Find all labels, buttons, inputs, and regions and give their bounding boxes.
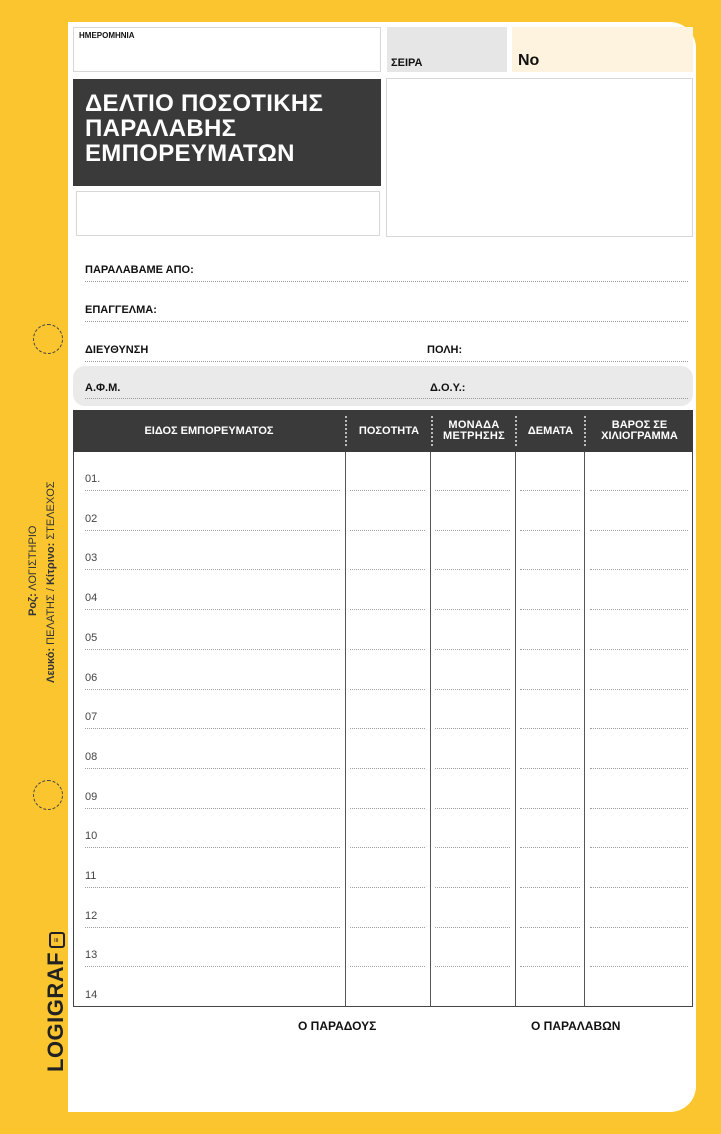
- vat-label: Α.Φ.Μ.: [85, 382, 121, 394]
- table-cell-line[interactable]: [350, 927, 425, 928]
- table-cell-line[interactable]: [590, 530, 688, 531]
- col-divider: [584, 452, 585, 1007]
- table-cell-line[interactable]: [435, 490, 510, 491]
- table-cell-line[interactable]: [435, 649, 510, 650]
- address-label: ΔΙΕΥΘΥΝΣΗ: [85, 344, 149, 356]
- row-number: 14: [85, 989, 98, 1002]
- row-number: 05: [85, 631, 98, 644]
- profession-line[interactable]: [85, 321, 688, 322]
- binder-hole-top: [33, 324, 63, 354]
- title-sub-box[interactable]: [76, 191, 380, 236]
- row-number: 13: [85, 949, 98, 962]
- table-cell-line[interactable]: [520, 728, 580, 729]
- table-cell-line[interactable]: [590, 847, 688, 848]
- row-number: 08: [85, 750, 98, 763]
- table-cell-line[interactable]: [85, 609, 340, 610]
- row-number: 03: [85, 552, 98, 565]
- table-cell-line[interactable]: [85, 569, 340, 570]
- table-cell-line[interactable]: [350, 649, 425, 650]
- col-unit-header: [433, 410, 515, 452]
- white-copy-label: Λευκό:: [45, 647, 57, 683]
- city-label: ΠΟΛΗ:: [427, 344, 463, 356]
- table-cell-line[interactable]: [435, 768, 510, 769]
- date-label: ΗΜΕΡΟΜΗΝΙΑ: [79, 31, 135, 40]
- table-cell-line[interactable]: [435, 728, 510, 729]
- table-cell-line[interactable]: [435, 966, 510, 967]
- row-number: 11: [85, 870, 97, 882]
- table-cell-line[interactable]: [520, 609, 580, 610]
- table-cell-line[interactable]: [85, 887, 340, 888]
- table-cell-line[interactable]: [520, 847, 580, 848]
- table-cell-line[interactable]: [350, 490, 425, 491]
- title-line-1: ΔΕΛΤΙΟ ΠΟΣΟΤΙΚΗΣ: [85, 90, 324, 117]
- table-header: [73, 410, 693, 452]
- table-cell-line[interactable]: [590, 728, 688, 729]
- document-title: [73, 79, 381, 186]
- col-weight-header-text: ΒΑΡΟΣ ΣΕ ΧΙΛΙΟΓΡΑΜΜΑ: [601, 419, 678, 442]
- table-cell-line[interactable]: [590, 808, 688, 809]
- number-field[interactable]: [512, 27, 693, 72]
- received-from-label: ΠΑΡΑΛΑΒΑΜΕ ΑΠΟ:: [85, 264, 194, 276]
- row-number: 01.: [85, 473, 101, 485]
- table-cell-line[interactable]: [435, 887, 510, 888]
- address-line[interactable]: [85, 361, 688, 362]
- row-number: 04: [85, 592, 98, 605]
- deliverer-signature-label: Ο ΠΑΡΑΔΟΥΣ: [298, 1019, 377, 1033]
- table-cell-line[interactable]: [590, 887, 688, 888]
- table-cell-line[interactable]: [520, 530, 580, 531]
- col-divider: [345, 452, 346, 1007]
- table-cell-line[interactable]: [85, 927, 340, 928]
- profession-label: ΕΠΑΓΓΕΛΜΑ:: [85, 304, 157, 316]
- table-cell-line[interactable]: [350, 689, 425, 690]
- table-cell-line[interactable]: [590, 927, 688, 928]
- table-cell-line[interactable]: [520, 887, 580, 888]
- table-cell-line[interactable]: [350, 966, 425, 967]
- yellow-copy-value: ΣΤΕΛΕΧΟΣ: [45, 481, 57, 540]
- vat-line[interactable]: [85, 398, 688, 399]
- series-label: ΣΕΙΡΑ: [391, 57, 423, 69]
- date-field[interactable]: [73, 27, 381, 72]
- tax-info-band: [73, 366, 693, 406]
- row-number: 07: [85, 711, 98, 724]
- received-from-line[interactable]: [85, 281, 688, 282]
- pink-copy-value: ΛΟΓΙΣΤΗΡΙΟ: [27, 525, 39, 591]
- col-bundles-header: ΔΕΜΑΤΑ: [527, 424, 574, 437]
- col-quantity-header: ΠΟΣΟΤΗΤΑ: [358, 424, 420, 437]
- table-cell-line[interactable]: [520, 569, 580, 570]
- copy-legend-white-yellow: [45, 481, 57, 683]
- col-divider: [515, 452, 516, 1007]
- receiver-signature-label: Ο ΠΑΡΑΛΑΒΩΝ: [531, 1019, 621, 1033]
- table-cell-line[interactable]: [350, 569, 425, 570]
- title-line-2: ΠΑΡΑΛΑΒΗΣ: [85, 115, 237, 142]
- table-cell-line[interactable]: [435, 609, 510, 610]
- table-cell-line[interactable]: [520, 490, 580, 491]
- table-cell-line[interactable]: [520, 808, 580, 809]
- col-weight-header: [586, 410, 693, 452]
- table-cell-line[interactable]: [590, 966, 688, 967]
- table-cell-line[interactable]: [350, 728, 425, 729]
- table-cell-line[interactable]: [85, 689, 340, 690]
- table-cell-line[interactable]: [520, 689, 580, 690]
- table-cell-line[interactable]: [85, 649, 340, 650]
- row-number: 12: [85, 909, 98, 922]
- binder-hole-bottom: [33, 780, 63, 810]
- table-cell-line[interactable]: [435, 569, 510, 570]
- table-cell-line[interactable]: [590, 768, 688, 769]
- table-cell-line[interactable]: [520, 966, 580, 967]
- row-number: 09: [85, 790, 98, 803]
- table-cell-line[interactable]: [590, 609, 688, 610]
- table-cell-line[interactable]: [520, 768, 580, 769]
- table-cell-line[interactable]: [350, 530, 425, 531]
- table-cell-line[interactable]: [520, 927, 580, 928]
- table-cell-line[interactable]: [85, 490, 340, 491]
- table-cell-line[interactable]: [435, 927, 510, 928]
- col-unit-header-text: ΜΟΝΑΔΑ ΜΕΤΡΗΣΗΣ: [443, 419, 506, 442]
- brand-logo: [43, 932, 69, 1072]
- white-copy-value: ΠΕΛΑΤΗΣ /: [45, 588, 57, 645]
- copy-legend-pink: [27, 526, 39, 616]
- col-divider: [430, 452, 431, 1007]
- row-number: 10: [85, 830, 98, 843]
- table-cell-line[interactable]: [85, 530, 340, 531]
- yellow-copy-label: Κίτρινο:: [45, 542, 57, 586]
- brand-badge-icon: ≡: [49, 932, 65, 948]
- table-cell-line[interactable]: [590, 689, 688, 690]
- table-cell-line[interactable]: [85, 768, 340, 769]
- number-label: No: [518, 52, 540, 69]
- row-number: 06: [85, 671, 98, 684]
- pink-copy-label: Ροζ:: [27, 593, 39, 616]
- series-field[interactable]: [387, 27, 507, 72]
- table-body: [73, 452, 693, 1007]
- table-cell-line[interactable]: [520, 649, 580, 650]
- table-cell-line[interactable]: [590, 649, 688, 650]
- table-cell-line[interactable]: [350, 887, 425, 888]
- table-cell-line[interactable]: [435, 847, 510, 848]
- table-cell-line[interactable]: [350, 609, 425, 610]
- table-cell-line[interactable]: [350, 808, 425, 809]
- row-number: 02: [85, 512, 98, 525]
- table-cell-line[interactable]: [435, 530, 510, 531]
- table-cell-line[interactable]: [435, 689, 510, 690]
- tax-office-label: Δ.Ο.Υ.:: [430, 382, 466, 394]
- table-cell-line[interactable]: [590, 490, 688, 491]
- table-cell-line[interactable]: [85, 847, 340, 848]
- col-item-header: ΕΙΔΟΣ ΕΜΠΟΡΕΥΜΑΤΟΣ: [144, 424, 274, 437]
- table-cell-line[interactable]: [435, 808, 510, 809]
- table-cell-line[interactable]: [350, 768, 425, 769]
- table-cell-line[interactable]: [85, 966, 340, 967]
- table-cell-line[interactable]: [590, 569, 688, 570]
- issuer-box[interactable]: [386, 78, 693, 237]
- table-cell-line[interactable]: [85, 808, 340, 809]
- table-cell-line[interactable]: [350, 847, 425, 848]
- title-line-3: ΕΜΠΟΡΕΥΜΑΤΩΝ: [85, 140, 295, 167]
- table-cell-line[interactable]: [85, 728, 340, 729]
- brand-name: LOGIGRAF: [43, 951, 68, 1072]
